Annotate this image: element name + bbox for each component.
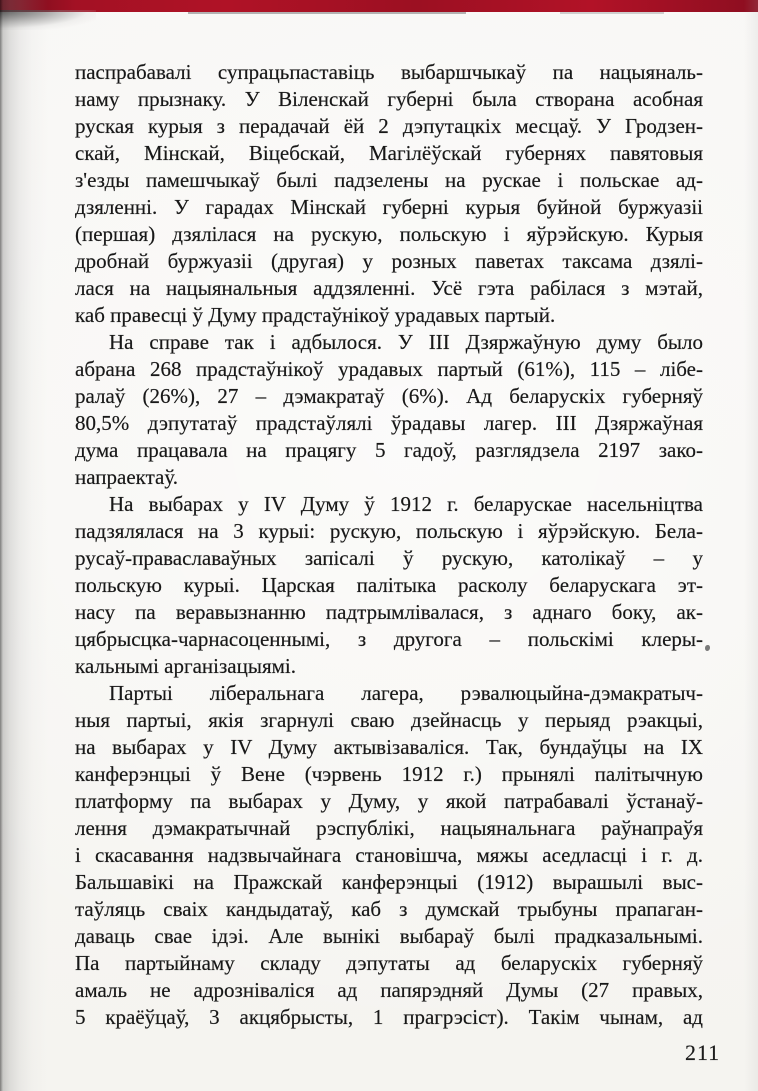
text-line: (першая) дзялілася на рускую, польскую і яўрэйскую. Курыя [75,222,703,246]
text-line: На справе так і адбылося. У III Дзяржаўную думу было [109,330,703,354]
scan-top-edge-strip [0,0,758,12]
text-line: на выбарах у IV Думу актывізаваліся. Так, бундаўцы на IX [75,735,703,759]
text-line: насу па веравызнанню падтрымлівалася, з аднаго боку, ак- [75,600,703,624]
text-line: лася на нацыянальныя аддзяленні. Усё гэта рабілася з мэтай, [75,276,703,300]
text-line: ныя партыі, якія згарнулі сваю дзейнасць у перыяд рэакцыі, [75,708,703,732]
text-line: кальнымі арганізацыямі. [75,654,296,678]
text-line: Па партыйнаму складу дэпутаты ад беларускіх губерняў [75,951,703,975]
text-line: 80,5% дэпутатаў прадстаўлялі ўрадавы лагер. III Дзяржаўная [75,411,703,435]
page-text [75,59,703,1031]
text-line: цябрысцка-чарнасоценнымі, з другога – польскімі клеры- [75,627,703,651]
text-line: польскую курыі. Царская палітыка расколу беларускага эт- [75,573,703,597]
text-line: паспрабавалі супрацьпаставіць выбаршчыкаў па нацыяналь- [75,60,703,84]
text-line: канферэнцыі ў Вене (чэрвень 1912 г.) прынялі палітычную [75,762,703,786]
page-number: 211 [685,1040,721,1065]
text-line: таўляць сваіх кандыдатаў, каб з думскай трыбуны прапаган- [75,897,703,921]
text-line: амаль не адрозніваліся ад папярэдняй Думы (27 правых, [75,978,703,1002]
text-line: Бальшавікі на Пражскай канферэнцыі (1912) вырашылі выс- [75,870,703,894]
text-line: з'езды памешчыкаў былі падзелены на рускае і польскае ад- [75,168,703,192]
text-line: каб правесці ў Думу прадстаўнікоў урадавых партый. [75,303,556,327]
scan-edge-line [560,12,664,14]
page-gutter-shadow [0,0,48,1091]
text-line: напраектаў. [75,465,178,489]
text-line: і скасавання надзвычайнага становішча, мяжы аседласці і г. д. [75,843,703,867]
text-line: ралаў (26%), 27 – дэмакратаў (6%). Ад беларускіх губерняў [75,384,703,408]
text-line: наму прызнаку. У Віленскай губерні была створана асобная [75,87,703,111]
text-line: дробнай буржуазіі (другая) у розных паветах таксама дзялі- [75,249,703,273]
text-line: дзяленні. У гарадах Мінскай губерні курыя буйной буржуазіі [75,195,703,219]
text-line: даваць свае ідэі. Але вынікі выбараў былі прадказальнымі. [75,924,703,948]
text-line: дума працавала на працягу 5 гадоў, разглядзела 2197 зако- [75,438,703,462]
text-line: Партыі ліберальнага лагера, рэвалюцыйна-дэмакратыч- [109,681,703,705]
text-line: скай, Мінскай, Віцебскай, Магілёўскай губернях павятовыя [75,141,703,165]
ink-speck [705,645,710,651]
text-line: На выбарах у IV Думу ў 1912 г. беларускае насельніцтва [109,492,703,516]
text-line: лення дэмакратычнай рэспублікі, нацыянальнага раўнапраўя [75,816,703,840]
page-right-edge-shadow [744,0,758,1091]
text-line: русаў-праваславаўных запісалі ў рускую, католікаў – у [75,546,703,570]
text-line: платформу па выбарах у Думу, у якой патрабавалі ўстанаў- [75,789,703,813]
text-line: 5 краёўцаў, 3 акцябрысты, 1 прагрэсіст). Такім чынам, ад [75,1005,703,1029]
text-line: абрана 268 прадстаўнікоў урадавых партый (61%), 115 – лібе- [75,357,703,381]
text-line: руская курыя з перадачай ёй 2 дэпутацкіх месцаў. У Гродзен- [75,114,703,138]
text-line: падзялялася на 3 курыі: рускую, польскую і яўрэйскую. Бела- [75,519,703,543]
scan-edge-line [188,12,466,14]
